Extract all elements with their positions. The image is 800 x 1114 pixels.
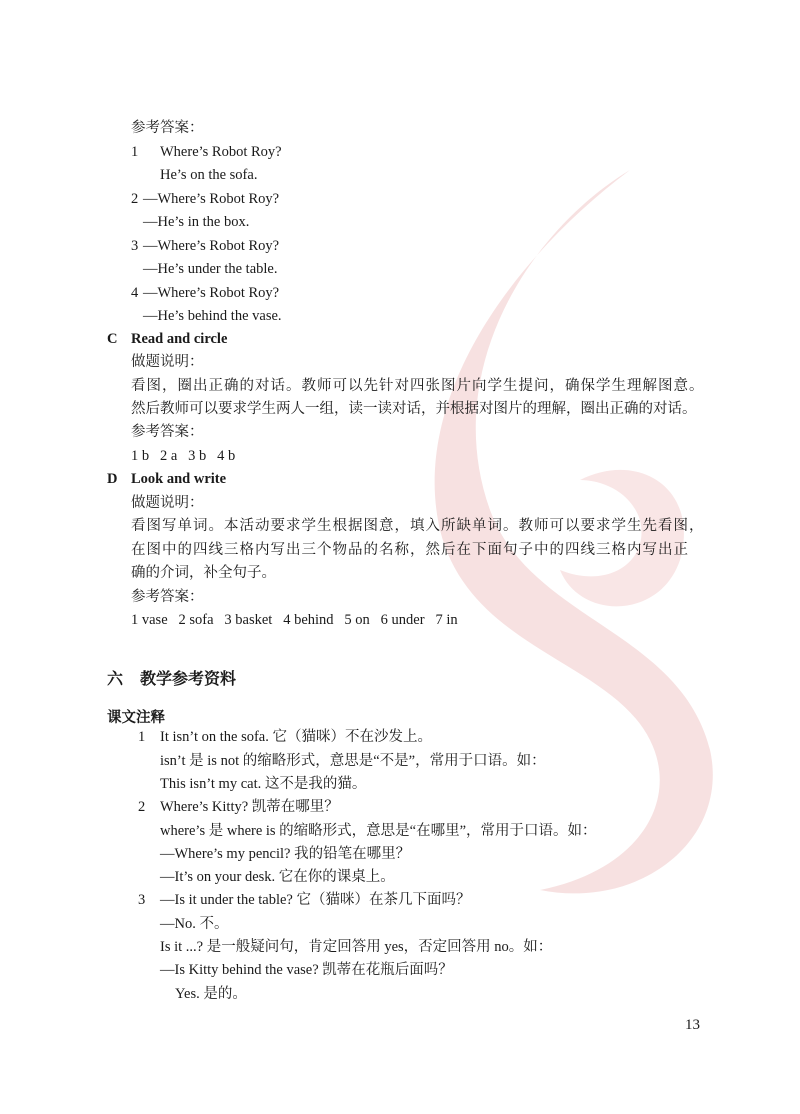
instructions-text-d: 看图写单词。本活动要求学生根据图意，填入所缺单词。教师可以要求学生先看图，: [131, 518, 705, 534]
page-number: 13: [685, 1017, 700, 1033]
section-letter-d: D: [107, 471, 118, 487]
answer-number: 3: [131, 238, 139, 254]
answer-number: 2: [131, 191, 139, 207]
note-text: It isn’t on the sofa. 它（猫咪）不在沙发上。: [160, 729, 432, 745]
note-text: This isn’t my cat. 这不是我的猫。: [160, 776, 367, 792]
answer-question: Where’s Robot Roy?: [160, 144, 282, 160]
instructions-label-c: 做题说明：: [131, 354, 204, 370]
answer-question: —Where’s Robot Roy?: [143, 238, 280, 254]
answer-response: —He’s under the table.: [143, 261, 278, 277]
note-number: 3: [138, 892, 146, 908]
answer-label-b: 参考答案：: [131, 120, 204, 136]
subheading-notes: 课文注释: [107, 710, 165, 726]
note-text: where’s 是 where is 的缩略形式，意思是“在哪里”，常用于口语。如：: [160, 823, 597, 839]
answer-label-c: 参考答案：: [131, 424, 204, 440]
answer-number: 4: [131, 285, 139, 301]
section-title-6: 教学参考资料: [140, 669, 237, 688]
answer-question: —Where’s Robot Roy?: [143, 285, 280, 301]
note-text: —Is Kitty behind the vase? 凯蒂在花瓶后面吗？: [160, 962, 453, 978]
section-title-d: Look and write: [131, 471, 227, 487]
note-text: —It’s on your desk. 它在你的课桌上。: [160, 869, 395, 885]
instructions-text-d: 在图中的四线三格内写出三个物品的名称，然后在下面句子中的四线三格内写出正: [131, 542, 689, 558]
note-number: 1: [138, 729, 146, 745]
instructions-label-d: 做题说明：: [131, 495, 204, 511]
note-text: —Is it under the table? 它（猫咪）在茶几下面吗？: [160, 892, 471, 908]
section-letter-c: C: [107, 331, 118, 347]
section-number-6: 六: [107, 669, 124, 688]
answer-number: 1: [131, 144, 139, 160]
answer-response: —He’s behind the vase.: [143, 308, 282, 324]
instructions-text-d: 确的介词，补全句子。: [131, 565, 276, 581]
note-text: Is it ...? 是一般疑问句，肯定回答用 yes，否定回答用 no。如：: [160, 939, 553, 955]
note-text: isn’t 是 is not 的缩略形式，意思是“不是”，常用于口语。如：: [160, 753, 546, 769]
answer-question: —Where’s Robot Roy?: [143, 191, 280, 207]
answers-d: 1 vase 2 sofa 3 basket 4 behind 5 on 6 under 7 in: [131, 612, 458, 628]
note-text: —No. 不。: [160, 916, 229, 932]
note-text: Yes. 是的。: [175, 986, 247, 1002]
answer-label-d: 参考答案：: [131, 589, 204, 605]
instructions-text-c: 然后教师可以要求学生两人一组，读一读对话，并根据对图片的理解，圈出正确的对话。: [131, 401, 697, 417]
note-number: 2: [138, 799, 146, 815]
answer-response: —He’s in the box.: [143, 214, 250, 230]
note-text: Where’s Kitty? 凯蒂在哪里？: [160, 799, 339, 815]
answer-response: He’s on the sofa.: [160, 167, 258, 183]
note-text: —Where’s my pencil? 我的铅笔在哪里？: [160, 846, 411, 862]
answers-c: 1 b 2 a 3 b 4 b: [131, 448, 236, 464]
instructions-text-c: 看图，圈出正确的对话。教师可以先针对四张图片向学生提问，确保学生理解图意。: [131, 378, 705, 394]
section-title-c: Read and circle: [131, 331, 228, 347]
